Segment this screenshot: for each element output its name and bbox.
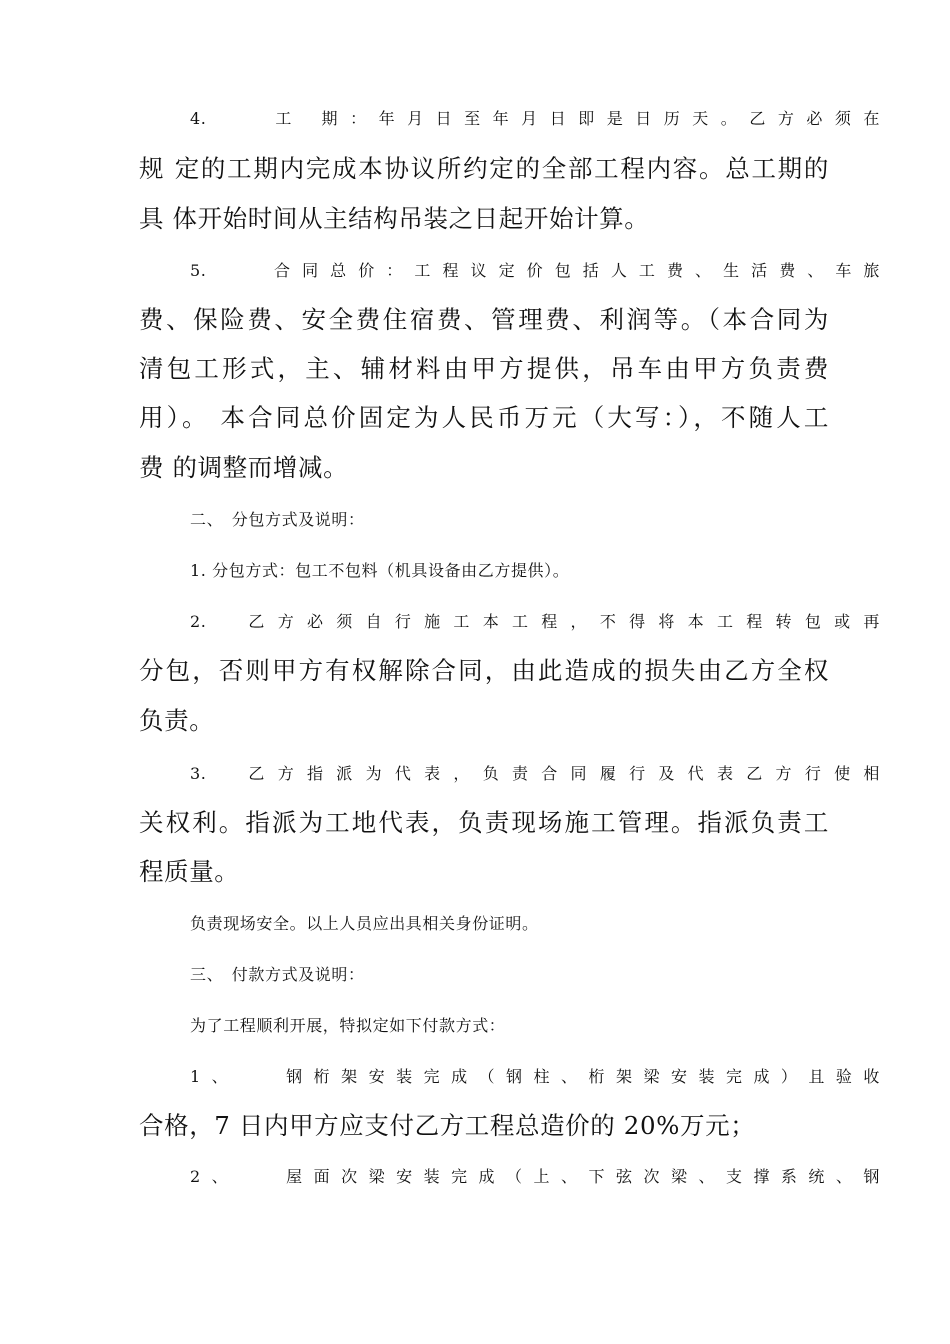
section-2-item-1: 1. 分包方式：包工不包料（机具设备由乙方提供）。: [190, 561, 570, 580]
clause-5-line-1: 5. 合同总价：工程议定价包括人工费、生活费、车旅: [190, 261, 880, 280]
section-2-item-3-line-3: 程质量。: [139, 857, 240, 886]
section-2-heading: 二、 分包方式及说明：: [190, 510, 365, 529]
section-2-item-2-line-3: 负责。: [139, 706, 215, 735]
section-2-item-2-line-2: 分包，否则甲方有权解除合同，由此造成的损失由乙方全权: [139, 656, 829, 685]
clause-5-line-5: 费 的调整而增减。: [139, 453, 349, 482]
clause-5-line-4: 用）。 本合同总价固定为人民币万元（大写：），不随人工: [139, 403, 829, 432]
payment-item-1-line-1: 1、 钢桁架安装完成（钢柱、桁架梁安装完成）且验收: [190, 1067, 880, 1086]
section-2-item-2-line-1: 2. 乙方必须自行施工本工程，不得将本工程转包或再: [190, 612, 880, 631]
payment-item-1-line-2: 合格，7 日内甲方应支付乙方工程总造价的 20%万元；: [139, 1111, 756, 1140]
clause-5-line-2: 费、保险费、安全费住宿费、管理费、利润等。（本合同为: [139, 305, 829, 334]
section-3-intro: 为了工程顺利开展，特拟定如下付款方式：: [190, 1016, 506, 1035]
clause-4-line-3: 具 体开始时间从主结构吊装之日起开始计算。: [139, 204, 650, 233]
payment-item-2-line-1: 2、 屋面次梁安装完成（上、下弦次梁、支撑系统、钢: [190, 1167, 880, 1186]
section-3-heading: 三、 付款方式及说明：: [190, 965, 365, 984]
clause-5-line-3: 清包工形式，主、辅材料由甲方提供，吊车由甲方负责费: [139, 354, 829, 383]
clause-4-line-1: 4. 工 期：年月日至年月日即是日历天。乙方必须在: [190, 109, 880, 128]
section-2-item-3-line-1: 3. 乙方指派为代表，负责合同履行及代表乙方行使相: [190, 764, 880, 783]
section-2-item-3-line-2: 关权利。指派为工地代表，负责现场施工管理。指派负责工: [139, 808, 829, 837]
section-2-item-3-line-4: 负责现场安全。以上人员应出具相关身份证明。: [190, 914, 539, 933]
clause-4-line-2: 规 定的工期内完成本协议所约定的全部工程内容。总工期的: [139, 154, 829, 183]
